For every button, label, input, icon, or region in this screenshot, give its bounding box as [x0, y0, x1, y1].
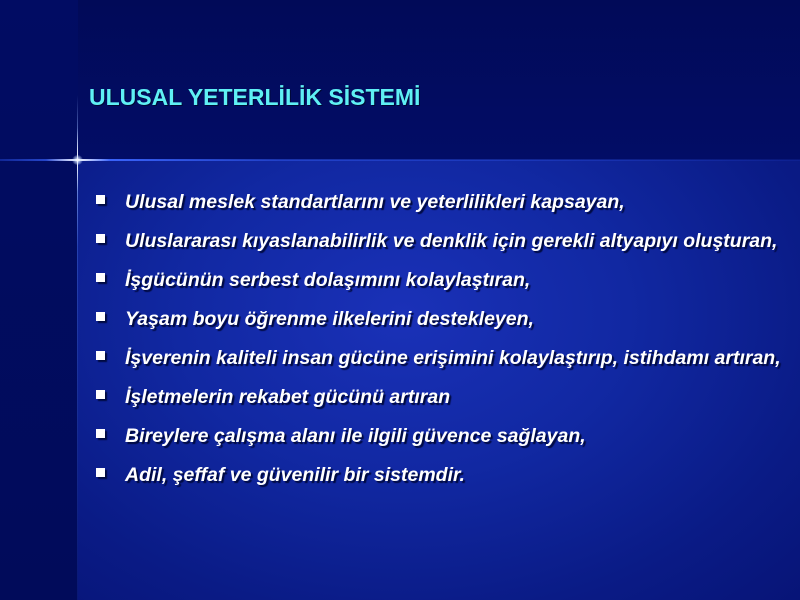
bullet-text: İşletmelerin rekabet gücünü artıran: [125, 386, 451, 408]
square-bullet-icon: [96, 273, 105, 282]
square-bullet-icon: [96, 429, 105, 438]
bullet-text: Adil, şeffaf ve güvenilir bir sistemdir.: [125, 464, 465, 486]
bullet-item: [96, 225, 786, 257]
bullet-text: Ulusal meslek standartlarını ve yeterlilikleri kapsayan,: [125, 191, 625, 213]
bullet-item: [96, 381, 786, 413]
bullet-item: [96, 303, 786, 335]
horizontal-divider-line: [0, 159, 800, 161]
square-bullet-icon: [96, 234, 105, 243]
bullet-text: Uluslararası kıyaslanabilirlik ve denklik için gerekli altyapıyı oluşturan,: [125, 230, 778, 252]
square-bullet-icon: [96, 312, 105, 321]
bullet-item: [96, 420, 786, 452]
square-bullet-icon: [96, 468, 105, 477]
background-left-band: [0, 0, 78, 600]
bullet-text: İşgücünün serbest dolaşımını kolaylaştıran,: [125, 269, 531, 291]
slide-title: ULUSAL YETERLİLİK SİSTEMİ: [89, 84, 421, 110]
square-bullet-icon: [96, 351, 105, 360]
background-top-band: [0, 0, 800, 160]
bullet-item: [96, 459, 786, 491]
square-bullet-icon: [96, 390, 105, 399]
bullet-text: Bireylere çalışma alanı ile ilgili güvence sağlayan,: [125, 425, 586, 447]
bullet-text: Yaşam boyu öğrenme ilkelerini destekleyen,: [125, 308, 534, 330]
square-bullet-icon: [96, 195, 105, 204]
sparkle-icon: [72, 155, 83, 165]
bullet-text: İşverenin kaliteli insan gücüne erişimini kolaylaştırıp, istihdamı artıran,: [125, 347, 781, 369]
bullet-item: [96, 342, 786, 374]
bullet-item: [96, 264, 786, 296]
bullet-list: [96, 186, 786, 498]
bullet-item: [96, 186, 786, 218]
